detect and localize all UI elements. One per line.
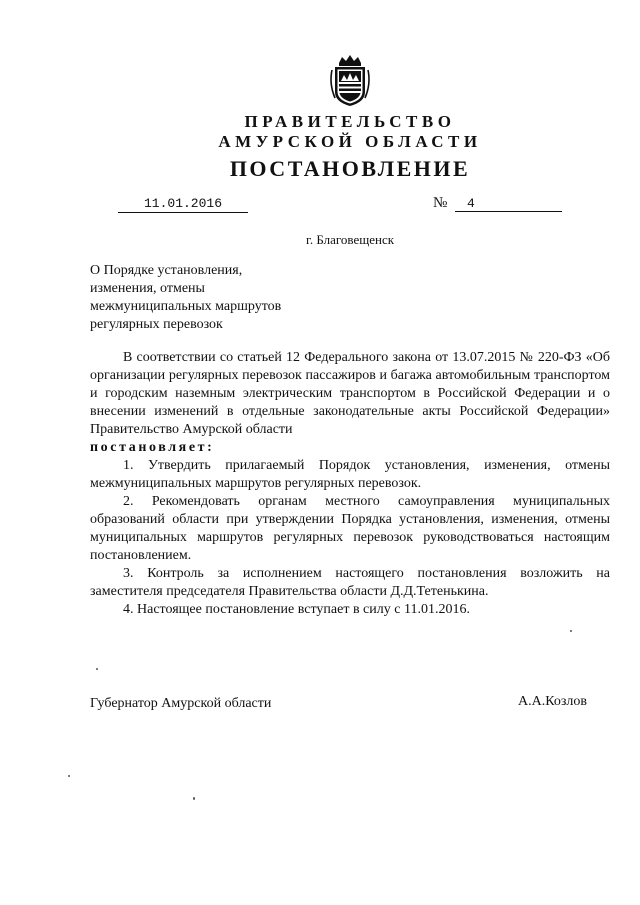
coat-of-arms-emblem: [327, 54, 373, 108]
scan-speck: [68, 775, 70, 777]
preamble-paragraph: В соответствии со статьей 12 Федерального закона от 13.07.2015 № 220-ФЗ «Об организации регулярных перевозок пассажиров и багажа автомобильным транспортом и городским наземным электрическим транспортом в Российской Федерации и о внесении изменений в отдельные законодательные акты Российской Федерации» Правительство Амурской области: [90, 350, 610, 437]
decree-item: 2. Рекомендовать органам местного самоуправления муниципальных образований области при утверждении Порядка установления, изменения, отмены муниципальных маршрутов регулярных перевозок руководствоваться настоящим постановлением.: [90, 494, 610, 563]
authority-line-2: АМУРСКОЙ ОБЛАСТИ: [218, 132, 482, 151]
decree-item: 4. Настоящее постановление вступает в силу с 11.01.2016.: [123, 602, 470, 617]
scan-speck: [570, 630, 572, 632]
signatory-role: Губернатор Амурской области: [90, 696, 272, 711]
decree-item: 3. Контроль за исполнением настоящего постановления возложить на заместителя председателя Правительства области Д.Д.Тетенькина.: [90, 566, 610, 599]
city-line: г. Благовещенск: [305, 232, 395, 247]
document-date: 11.01.2016: [118, 196, 248, 213]
subject-line: изменения, отмены: [90, 281, 205, 296]
subject-line: регулярных перевозок: [90, 317, 223, 332]
authority-line-1: ПРАВИТЕЛЬСТВО: [244, 112, 456, 131]
number-sign: №: [433, 195, 448, 211]
decree-item: 1. Утвердить прилагаемый Порядок установления, изменения, отмены межмуниципальных маршрутов регулярных перевозок.: [90, 458, 610, 491]
decree-word: постановляет:: [90, 440, 215, 455]
document-body: [90, 349, 610, 619]
document-subject: [90, 262, 281, 334]
scan-speck: [96, 668, 98, 670]
document-number: 4: [455, 196, 562, 212]
document-type-title: ПОСТАНОВЛЕНИЕ: [229, 156, 471, 181]
signatory-name: А.А.Козлов: [518, 694, 587, 709]
subject-line: О Порядке установления,: [90, 263, 243, 278]
subject-line: межмуниципальных маршрутов: [90, 299, 282, 314]
scan-speck: [193, 797, 195, 800]
